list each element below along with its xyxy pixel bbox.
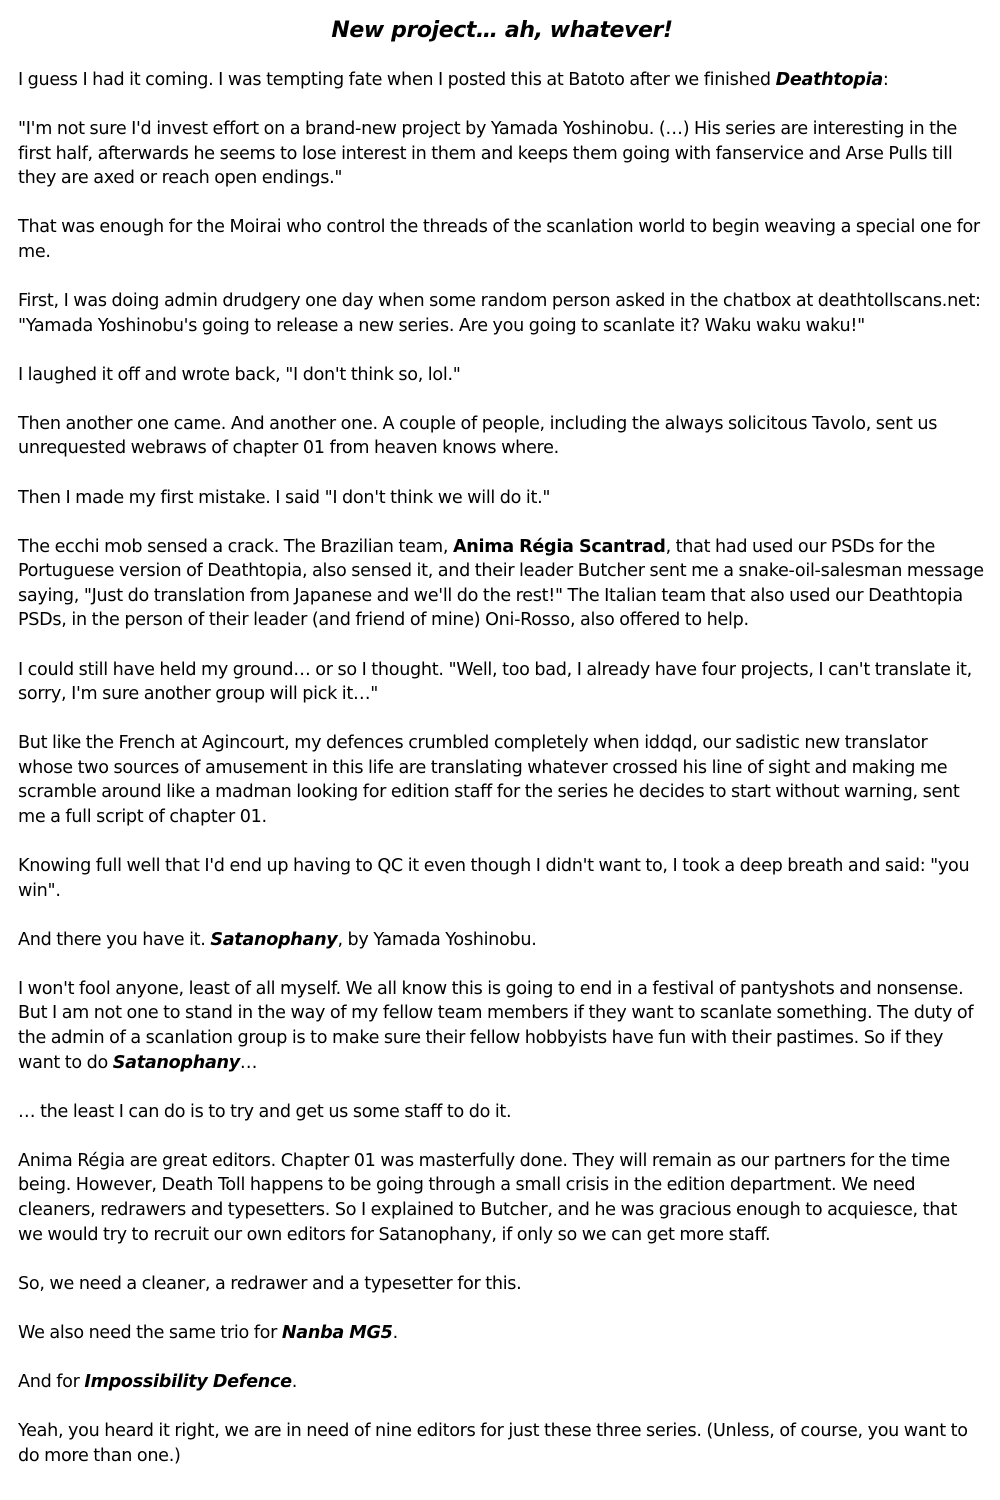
paragraph-19 [18,1419,986,1468]
paragraph-text: That was enough for the Moirai who control the threads of the scanlation world to begin weaving a special one for me. [18,217,980,262]
emphasis [776,70,883,90]
paragraph-6 [18,412,986,461]
paragraph-text: I could still have held my ground… or so I thought. "Well, too bad, I already have four projects, I can't translate it, sorry, I'm sure another group will pick it…" [18,659,972,705]
paragraph-text: , that had used our PSDs for the Portuguese version of Deathtopia, also sensed it, and their leader Butcher sent me a snake-oil-salesman message saying, "Just do translation from Japanese and we'll do the rest!" The Italian team that also used our Deathtopia PSDs, in the person of their leader (and friend of mine) Oni-Rosso, also offered to help. [18,536,984,631]
paragraph-13 [18,977,986,1075]
paragraph-text: And for [18,1371,85,1392]
emphasis-text: Impossibility Defence [84,1371,292,1392]
emphasis [113,1053,240,1073]
paragraph-11 [18,854,986,903]
emphasis-text: Deathtopia [775,70,883,90]
emphasis-text: Nanba MG5 [281,1322,393,1343]
paragraph-4 [18,289,986,338]
paragraph-text: The ecchi mob sensed a crack. The Brazilian team, [18,536,453,557]
paragraph-text: … the least I can do is to try and get us some staff to do it. [18,1101,512,1122]
paragraph-2 [18,117,986,191]
bold-text: Anima Régia Scantrad [452,536,666,557]
paragraph-text: But like the French at Agincourt, my defences crumbled completely when iddqd, our sadistic new translator whose two sources of amusement in this life are translating whatever crossed his line of sight and making me scramble around like a madman looking for edition staff for the series he decides to start without warning, sent me a full script of chapter 01. [18,733,960,827]
paragraph-text: Knowing full well that I'd end up having to QC it even though I didn't want to, I took a deep breath and said: "you win". [18,856,970,901]
paragraph-17 [18,1321,986,1346]
paragraph-9 [18,658,986,707]
article-body [18,68,986,1468]
page-title: New project… ah, whatever! [331,18,673,43]
paragraph-10 [18,731,986,829]
paragraph-text: I guess I had it coming. I was tempting fate when I posted this at Batoto after we finished [18,70,776,90]
emphasis [282,1323,393,1343]
paragraph-text: First, I was doing admin drudgery one day when some random person asked in the chatbox at deathtollscans.net: "Yamada Yoshinobu's going to release a new series. Are you going to scanlate it? Waku waku waku!" [18,291,981,336]
paragraph-text: "I'm not sure I'd invest effort on a brand-new project by Yamada Yoshinobu. (…) His series are interesting in the first half, afterwards he seems to lose interest in them and keeps them going with fanservice and Arse Pulls till they are axed or reach open endings." [18,119,958,189]
paragraph-15 [18,1149,986,1247]
paragraph-text: … [239,1052,258,1073]
paragraph-text: . [291,1371,298,1392]
paragraph-8 [18,535,986,633]
paragraph-text: Anima Régia are great editors. Chapter 01 was masterfully done. They will remain as our partners for the time being. However, Death Toll happens to be going through a small crisis in the edition department. We need cleaners, redrawers and typesetters. So I explained to Butcher, and he was gracious enough to acquiesce, that we would try to recruit our own editors for Satanophany, if only so we can get more staff. [18,1150,958,1245]
paragraph-text: : [882,70,889,90]
paragraph-7 [18,486,986,511]
paragraph-text: . [392,1322,398,1343]
emphasis-text: Satanophany [210,929,338,950]
paragraph-text: Yeah, you heard it right, we are in need of nine editors for just these three series. (Unless, of course, you want to do more than one.) [18,1420,968,1466]
paragraph-text: I laughed it off and wrote back, "I don't think so, lol." [18,364,461,385]
paragraph-14 [18,1100,986,1125]
paragraph-text: We also need the same trio for [18,1322,282,1343]
paragraph-12 [18,928,986,953]
emphasis [84,1372,291,1392]
paragraph-3 [18,215,986,264]
paragraph-text: So, we need a cleaner, a redrawer and a typesetter for this. [18,1273,522,1294]
paragraph-18 [18,1370,986,1395]
paragraph-text: Then another one came. And another one. A couple of people, including the always solicitous Tavolo, sent us unrequested webraws of chapter 01 from heaven knows where. [18,413,938,459]
emphasis [210,930,337,950]
paragraph-text: I won't fool anyone, least of all myself. We all know this is going to end in a festival of pantyshots and nonsense. But I am not one to stand in the way of my fellow team members if they want to scanlate something. The duty of the admin of a scanlation group is to make sure their fellow hobbyists have fun with their pastimes. So if they want to do [18,978,974,1073]
paragraph-text: And there you have it. [18,929,211,950]
paragraph-16 [18,1272,986,1297]
paragraph-text: , by Yamada Yoshinobu. [337,929,537,950]
paragraph-text: Then I made my first mistake. I said "I don't think we will do it." [18,487,551,508]
emphasis-text: Satanophany [112,1052,240,1073]
paragraph-1 [18,68,986,93]
paragraph-5 [18,363,986,388]
